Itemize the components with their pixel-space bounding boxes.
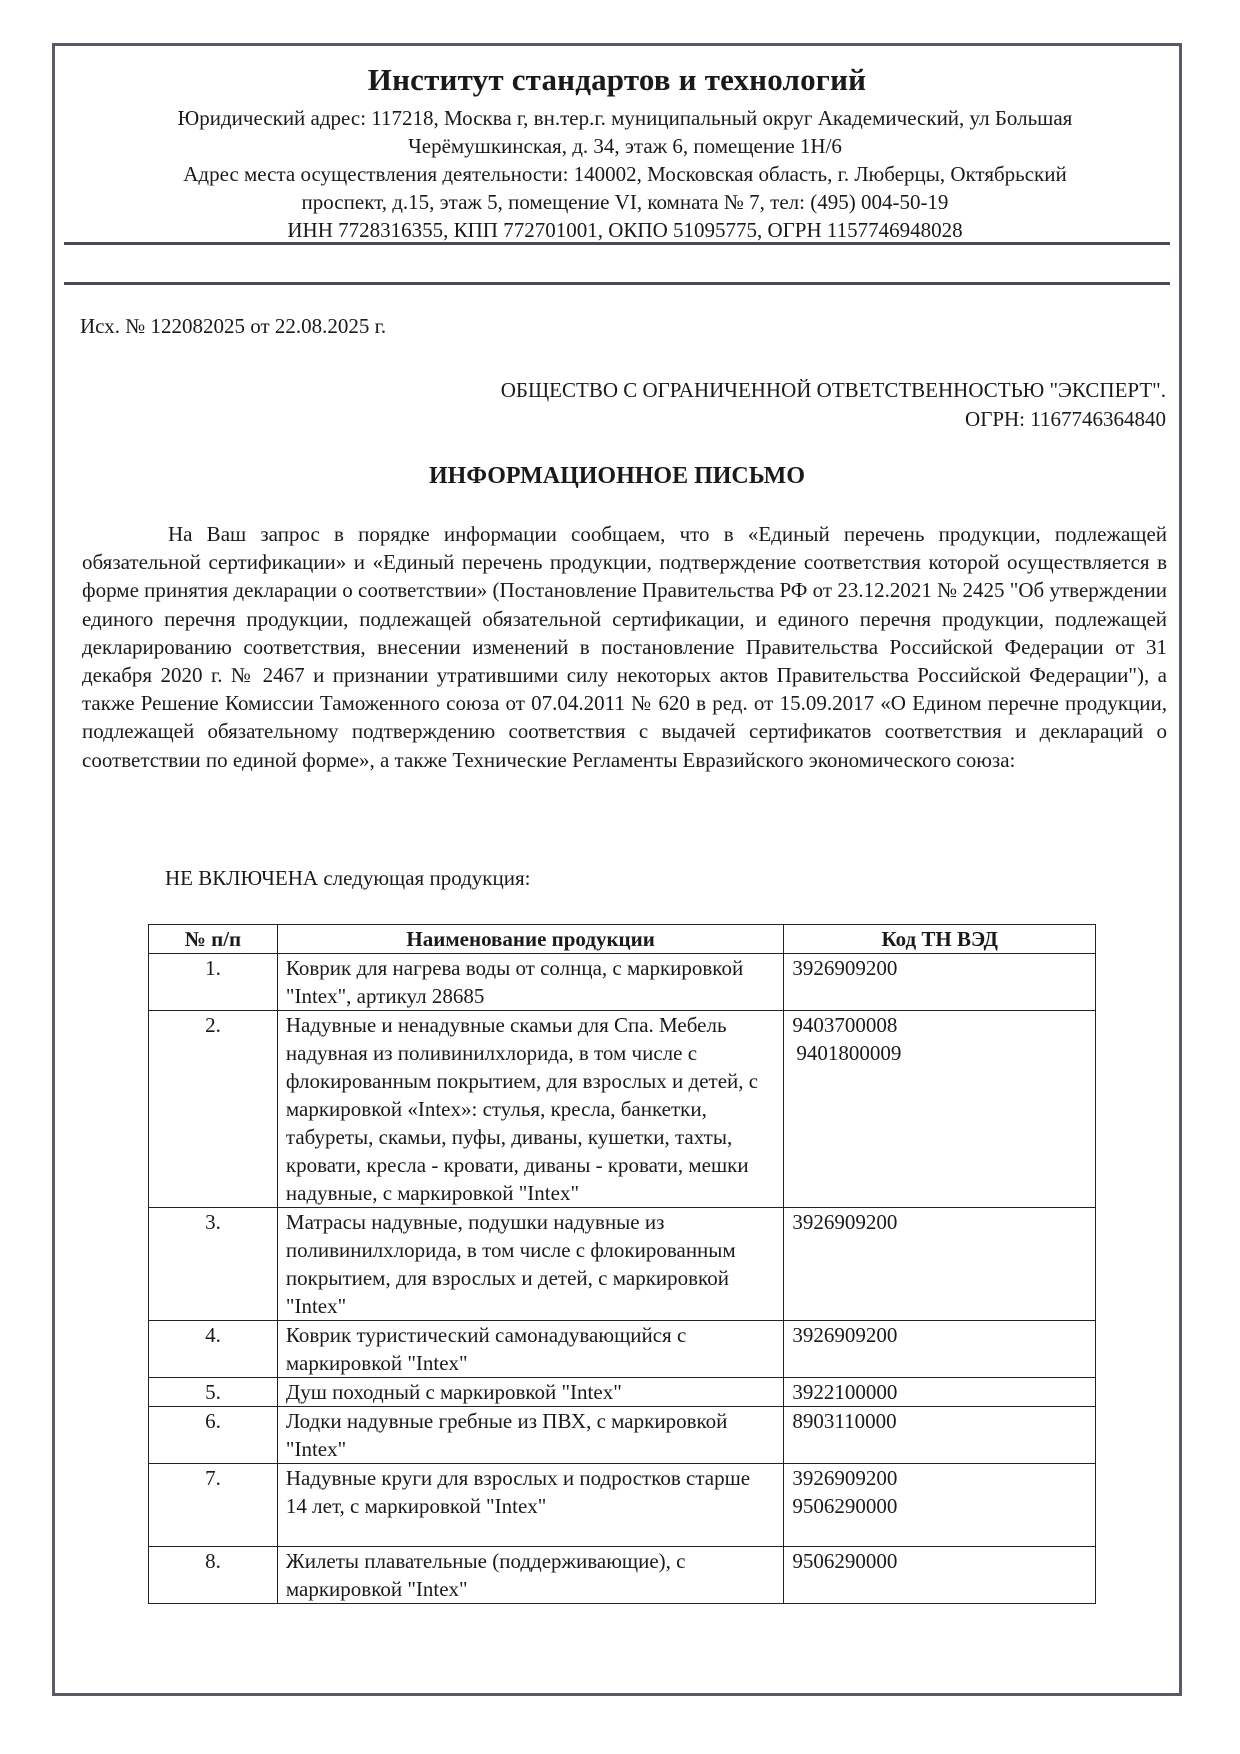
tn-ved-code: 3926909200	[792, 956, 898, 980]
recipient-name: ОБЩЕСТВО С ОГРАНИЧЕННОЙ ОТВЕТСТВЕННОСТЬЮ "ЭКСПЕРТ".	[500, 378, 1166, 402]
tn-ved-code: 9506290000	[792, 1494, 898, 1518]
address-line: Юридический адрес: 117218, Москва г, вн.тер.г. муниципальный округ Академический, ул Большая	[177, 106, 1073, 130]
product-name: Лодки надувные гребные из ПВХ, с маркировкой "Intex"	[277, 1407, 783, 1464]
product-name: Коврик для нагрева воды от солнца, с маркировкой "Intex", артикул 28685	[277, 954, 783, 1011]
table-row	[149, 1464, 1096, 1547]
row-number: 3.	[149, 1208, 278, 1321]
row-number: 6.	[149, 1407, 278, 1464]
product-name: Коврик туристический самонадувающийся с маркировкой "Intex"	[277, 1321, 783, 1378]
product-code	[784, 1464, 1096, 1547]
tn-ved-code: 8903110000	[792, 1409, 897, 1433]
row-number: 4.	[149, 1321, 278, 1378]
table-row	[149, 1011, 1096, 1208]
address-line: Адрес места осуществления деятельности: 140002, Московская область, г. Люберцы, Октябрьский	[183, 162, 1067, 186]
tn-ved-code: 3926909200	[792, 1210, 898, 1234]
product-code	[784, 1321, 1096, 1378]
organization-name: Институт стандартов и технологий	[367, 62, 867, 97]
product-code	[784, 1407, 1096, 1464]
header-product-name: Наименование продукции	[277, 925, 783, 954]
table-row	[149, 1407, 1096, 1464]
header-tn-ved-code: Код ТН ВЭД	[784, 925, 1096, 954]
tn-ved-code: 3926909200	[792, 1323, 898, 1347]
letterhead-address	[85, 104, 1165, 244]
body-paragraph: На Ваш запрос в порядке информации сообщаем, что в «Единый перечень продукции, подлежащей обязательной сертификации» и «Единый перечень продукции, подтверждение соответствия которой осуществляется в форме принятия декларации о соответствии» (Постановление Правительства РФ от 23.12.2021 № 2425 "Об утверждении единого перечня продукции, подлежащей обязательной сертификации, и единого перечня продукции, подлежащей декларированию соответствия, внесении изменений в постановление Правительства Российской Федерации от 31 декабря 2020 г. № 2467 и признании утратившими силу некоторых актов Правительства Российской Федерации"), а также Решение Комиссии Таможенного союза от 07.04.2011 № 620 в ред. от 15.09.2017 «О Едином перечне продукции, подлежащей обязательному подтверждению соответствия с выдачей сертификатов соответствия и деклараций о соответствии по единой форме», а также Технические Регламенты Евразийского экономического союза:	[82, 522, 1167, 772]
tn-ved-code: 3926909200	[792, 1466, 898, 1490]
product-name: Душ походный с маркировкой "Intex"	[277, 1378, 783, 1407]
tn-ved-code: 9401800009	[796, 1041, 902, 1065]
tn-ved-code: 9403700008	[792, 1013, 898, 1037]
product-code	[784, 954, 1096, 1011]
row-number: 1.	[149, 954, 278, 1011]
product-name: Жилеты плавательные (поддерживающие), с маркировкой "Intex"	[277, 1547, 783, 1604]
address-line: проспект, д.15, этаж 5, помещение VI, комната № 7, тел: (495) 004-50-19	[301, 190, 949, 214]
tn-ved-code: 3922100000	[792, 1380, 898, 1404]
address-line: Черёмушкинская, д. 34, этаж 6, помещение 1Н/6	[408, 134, 842, 158]
product-name: Надувные круги для взрослых и подростков старше 14 лет, с маркировкой "Intex"	[277, 1464, 783, 1547]
letterhead-divider	[64, 282, 1170, 285]
product-name: Надувные и ненадувные скамьи для Спа. Мебель надувная из поливинилхлорида, в том числе с флокированным покрытием, для взрослых и детей, с маркировкой «Intex»: стулья, кресла, банкетки, табуреты, скамьи, пуфы, диваны, кушетки, тахты, кровати, кресла - кровати, диваны - кровати, мешки надувные, с маркировкой "Intex"	[277, 1011, 783, 1208]
not-included-label: НЕ ВКЛЮЧЕНА следующая продукция:	[165, 866, 531, 890]
requisites-line: ИНН 7728316355, КПП 772701001, ОКПО 51095775, ОГРН 1157746948028	[287, 218, 963, 242]
row-number: 7.	[149, 1464, 278, 1547]
recipient-ogrn: ОГРН: 1167746364840	[965, 407, 1166, 431]
product-code	[784, 1011, 1096, 1208]
product-code	[784, 1547, 1096, 1604]
outgoing-reference: Исх. № 122082025 от 22.08.2025 г.	[80, 314, 387, 338]
row-number: 8.	[149, 1547, 278, 1604]
table-header-row	[149, 925, 1096, 954]
letterhead-divider	[64, 242, 1170, 245]
recipient-block	[501, 376, 1166, 434]
products-table	[148, 924, 1096, 1604]
table-row	[149, 1378, 1096, 1407]
row-number: 5.	[149, 1378, 278, 1407]
table-row	[149, 1208, 1096, 1321]
product-name: Матрасы надувные, подушки надувные из поливинилхлорида, в том числе с флокированным покрытием, для взрослых и детей, с маркировкой "Intex"	[277, 1208, 783, 1321]
header-number: № п/п	[149, 925, 278, 954]
product-code	[784, 1208, 1096, 1321]
row-number: 2.	[149, 1011, 278, 1208]
table-row	[149, 954, 1096, 1011]
table-row	[149, 1321, 1096, 1378]
product-code	[784, 1378, 1096, 1407]
tn-ved-code: 9506290000	[792, 1549, 898, 1573]
table-row	[149, 1547, 1096, 1604]
document-title: ИНФОРМАЦИОННОЕ ПИСЬМО	[428, 463, 805, 489]
